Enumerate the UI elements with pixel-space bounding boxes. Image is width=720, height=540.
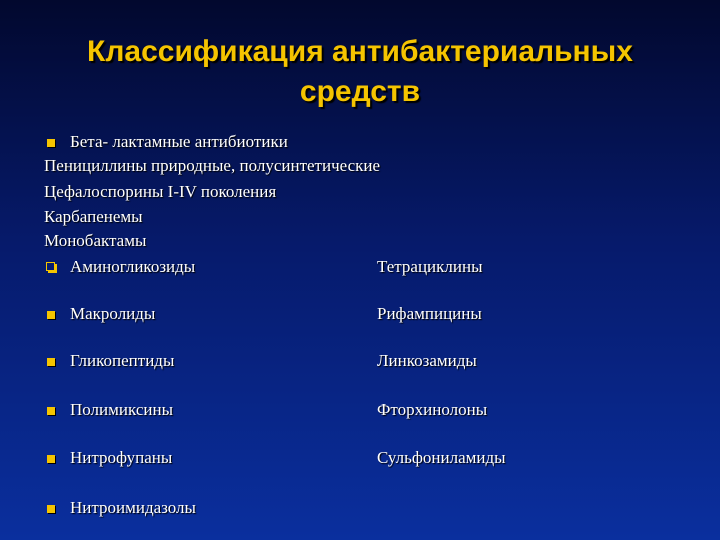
group-polymyxins: Полимиксины [70, 400, 173, 419]
group-tetracyclines: Тетрациклины [377, 257, 483, 276]
beta-item-monobactams: Монобактамы [44, 231, 147, 250]
group-macrolides: Макролиды [70, 304, 156, 323]
hollow-square-bullet-icon [46, 262, 55, 271]
beta-lactam-heading: Бета- лактамные антибиотики [70, 132, 288, 151]
group-rifampicins: Рифампицины [377, 304, 482, 323]
group-lincosamides: Линкозамиды [377, 351, 477, 370]
group-fluoroquinolones: Фторхинолоны [377, 400, 488, 419]
square-bullet-icon [47, 407, 55, 415]
title-line-1: Классификация антибактериальных [87, 35, 633, 68]
square-bullet-icon [47, 455, 55, 463]
square-bullet-icon [47, 139, 55, 147]
group-nitrofurans: Нитрофупаны [70, 448, 173, 467]
square-bullet-icon [47, 311, 55, 319]
beta-item-penicillins: Пенициллины природные, полусинтетические [44, 156, 381, 175]
group-nitroimidazoles: Нитроимидазолы [70, 498, 196, 517]
square-bullet-icon [47, 505, 55, 513]
group-glycopeptides: Гликопептиды [70, 351, 175, 370]
beta-item-carbapenems: Карбапенемы [44, 207, 143, 226]
beta-item-cephalosporins: Цефалоспорины I-IV поколения [44, 182, 277, 201]
group-sulfonamides: Сульфониламиды [377, 448, 506, 467]
group-aminoglycosides: Аминогликозиды [70, 257, 196, 276]
slide-title [0, 32, 720, 112]
square-bullet-icon [47, 358, 55, 366]
title-line-2: средств [299, 75, 421, 108]
